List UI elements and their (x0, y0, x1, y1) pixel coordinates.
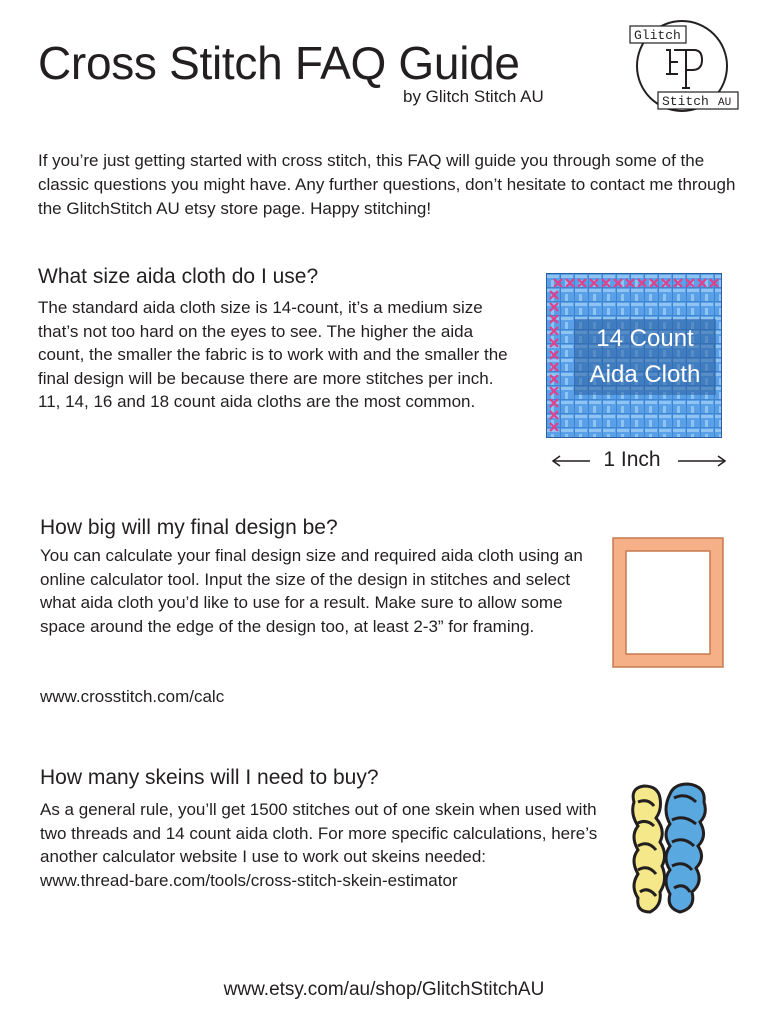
skein-estimator-link[interactable]: www.thread-bare.com/tools/cross-stitch-skein-estimator (40, 870, 458, 890)
thread-skeins-icon (626, 780, 712, 920)
intro-paragraph: If you’re just getting started with cross stitch, this FAQ will guide you through some of the classic questions you might have. Any further questions, don’t hesitate to contact me through the GlitchStitch AU etsy store page. Happy stitching! (38, 151, 736, 218)
inch-scale (550, 444, 728, 474)
needle-thread-icon (666, 50, 702, 88)
blue-skein-icon (666, 784, 705, 912)
aida-label-line1: 14 Count (596, 325, 694, 352)
logo-top-text: Glitch (634, 28, 681, 43)
answer-paragraph: 11, 14, 16 and 18 count aida cloths are the most common. (38, 392, 476, 411)
faq-answer-skeins (40, 798, 600, 892)
logo-suffix-text: AU (718, 97, 732, 109)
yellow-skein-icon (633, 786, 665, 912)
faq-answer-aida-size (38, 296, 508, 414)
faq-heading-aida-size: What size aida cloth do I use? (38, 265, 319, 288)
etsy-shop-link[interactable]: www.etsy.com/au/shop/GlitchStitchAU (223, 979, 545, 1000)
faq-heading-design-size: How big will my final design be? (40, 516, 338, 539)
glitch-stitch-logo (626, 20, 742, 116)
picture-frame-illustration (612, 537, 724, 668)
answer-paragraph: The standard aida cloth size is 14-count, it’s a medium size that’s not too hard on the eyes to see. The higher the aida count, the smaller the fabric is to work with and the smaller the final design will be because there are more stitches per inch. (38, 298, 508, 388)
aida-cloth-illustration (546, 273, 722, 438)
answer-paragraph: As a general rule, you’ll get 1500 stitches out of one skein when used with two threads and 14 count aida cloth. For more specific calculations, here’s another calculator website I use to work out skeins needed: (40, 800, 598, 866)
calculator-link[interactable]: www.crosstitch.com/calc (40, 687, 225, 706)
aida-label-line2: Aida Cloth (589, 361, 701, 388)
inch-label: 1 Inch (603, 448, 661, 471)
logo-bottom-text: Stitch (662, 94, 709, 109)
answer-paragraph: You can calculate your final design size and required aida cloth using an online calculator tool. Input the size of the design in stitches and select what aida cloth you’d like to use for a result. Make sure to allow some space around the edge of the design too, at least 2-3” for framing. (40, 546, 583, 636)
faq-answer-design-size (40, 544, 585, 638)
page-title: Cross Stitch FAQ Guide (38, 37, 520, 89)
faq-heading-skeins: How many skeins will I need to buy? (40, 766, 379, 789)
byline: by Glitch Stitch AU (403, 87, 544, 106)
